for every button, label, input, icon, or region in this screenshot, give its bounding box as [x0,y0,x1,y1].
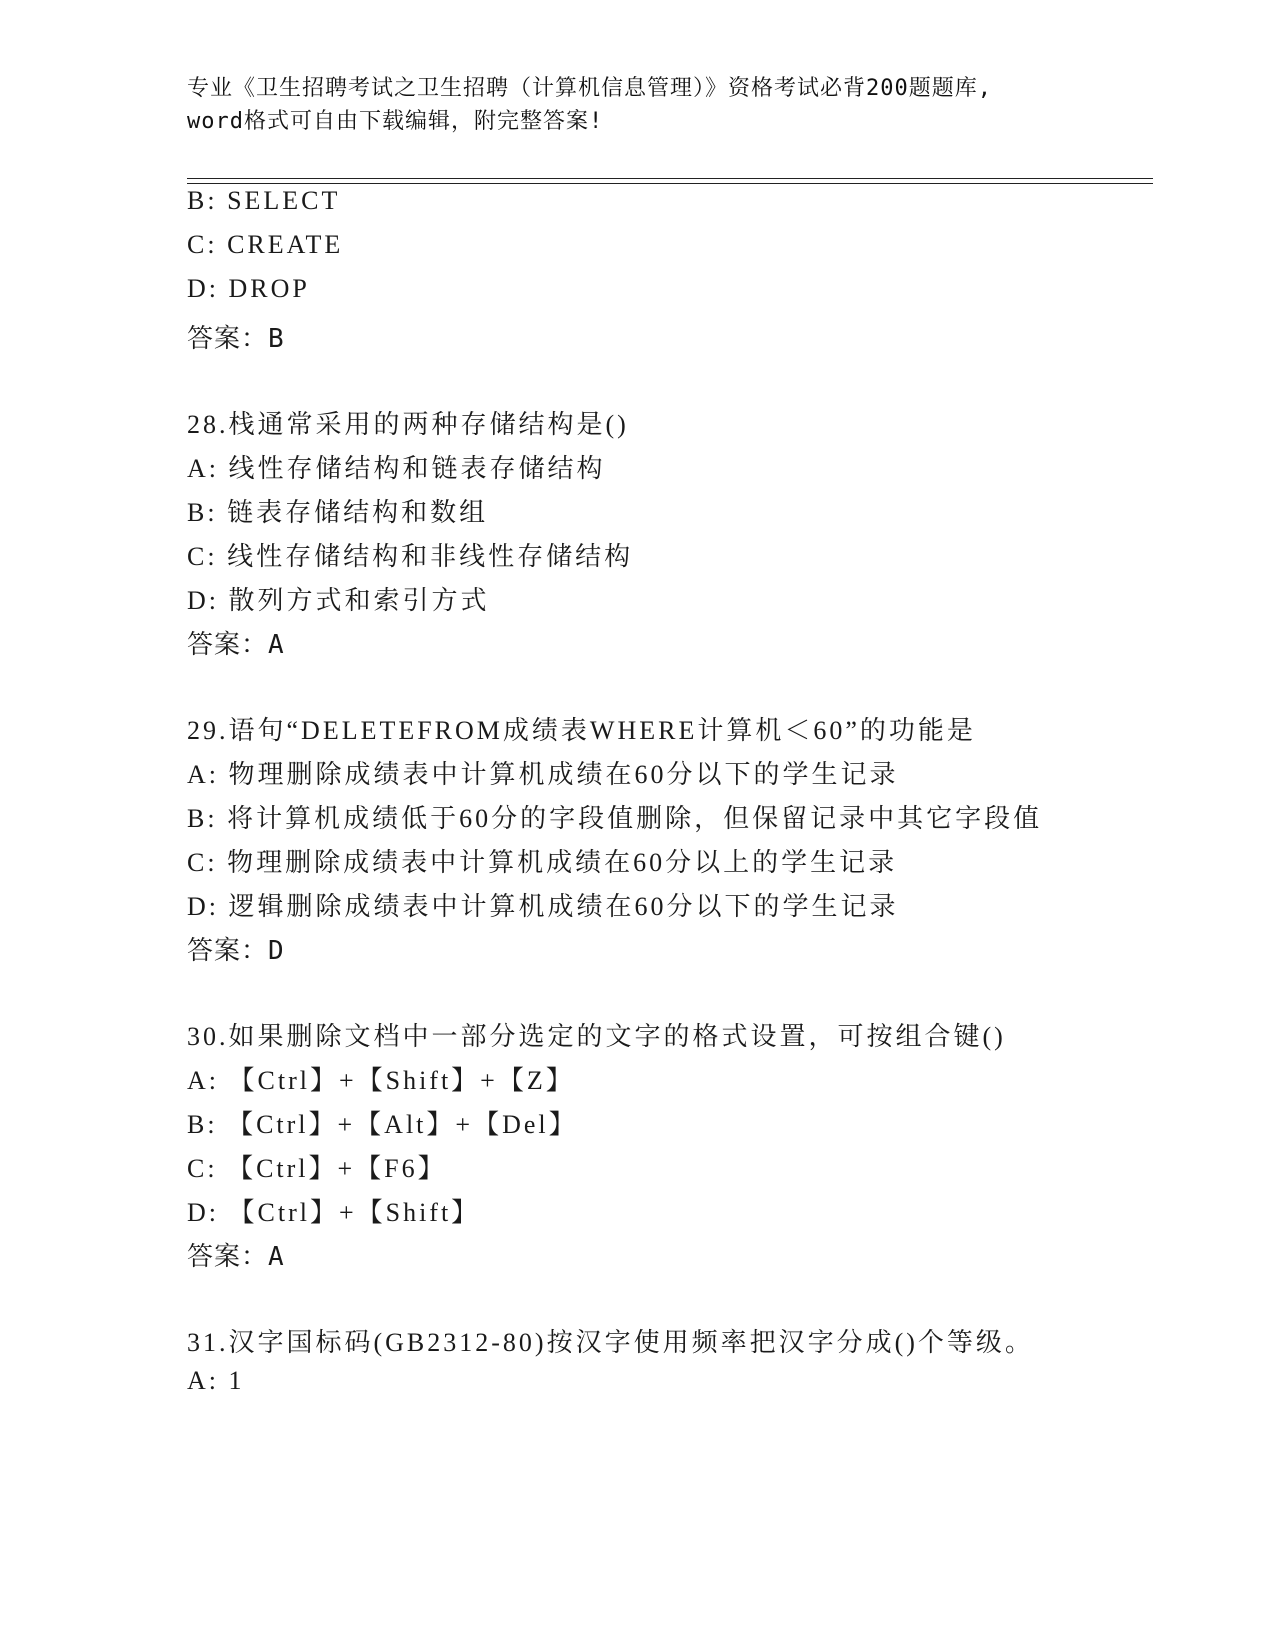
q29-option-d: D: 逻辑删除成绩表中计算机成绩在60分以下的学生记录 [187,892,899,921]
header-title-line-2: word格式可自由下载编辑，附完整答案! [187,109,604,134]
q30-option-c: C: 【Ctrl】+【F6】 [187,1154,447,1183]
q29-option-a: A: 物理删除成绩表中计算机成绩在60分以下的学生记录 [187,760,899,789]
q30-question: 30.如果删除文档中一部分选定的文字的格式设置，可按组合键() [187,1022,1006,1051]
q31-option-a: A: 1 [187,1366,245,1395]
header-divider-top [187,178,1153,179]
document-header [187,72,1087,138]
header-divider-bottom [187,183,1153,184]
q30-answer: 答案：A [187,1242,285,1272]
q28-question: 28.栈通常采用的两种存储结构是() [187,410,629,439]
q28-option-c: C: 线性存储结构和非线性存储结构 [187,542,634,571]
q29-option-c: C: 物理删除成绩表中计算机成绩在60分以上的学生记录 [187,848,898,877]
q28-option-d: D: 散列方式和索引方式 [187,586,490,615]
q27-option-d: D: DROP [187,274,310,303]
q30-option-a: A: 【Ctrl】+【Shift】+【Z】 [187,1066,575,1095]
q27-answer: 答案：B [187,324,285,354]
q29-answer: 答案：D [187,936,285,966]
q28-option-a: A: 线性存储结构和链表存储结构 [187,454,606,483]
q27-option-b: B: SELECT [187,186,341,215]
q30-option-b: B: 【Ctrl】+【Alt】+【Del】 [187,1110,578,1139]
q29-question: 29.语句“DELETEFROM成绩表WHERE计算机＜60”的功能是 [187,716,976,745]
q31-question: 31.汉字国标码(GB2312-80)按汉字使用频率把汉字分成()个等级。 [187,1328,1034,1357]
q27-option-c: C: CREATE [187,230,344,259]
q29-option-b: B: 将计算机成绩低于60分的字段值删除，但保留记录中其它字段值 [187,804,1043,833]
header-title-line-1: 专业《卫生招聘考试之卫生招聘（计算机信息管理）》资格考试必背200题题库, [187,76,992,101]
q28-option-b: B: 链表存储结构和数组 [187,498,489,527]
q30-option-d: D: 【Ctrl】+【Shift】 [187,1198,481,1227]
q28-answer: 答案：A [187,630,285,660]
